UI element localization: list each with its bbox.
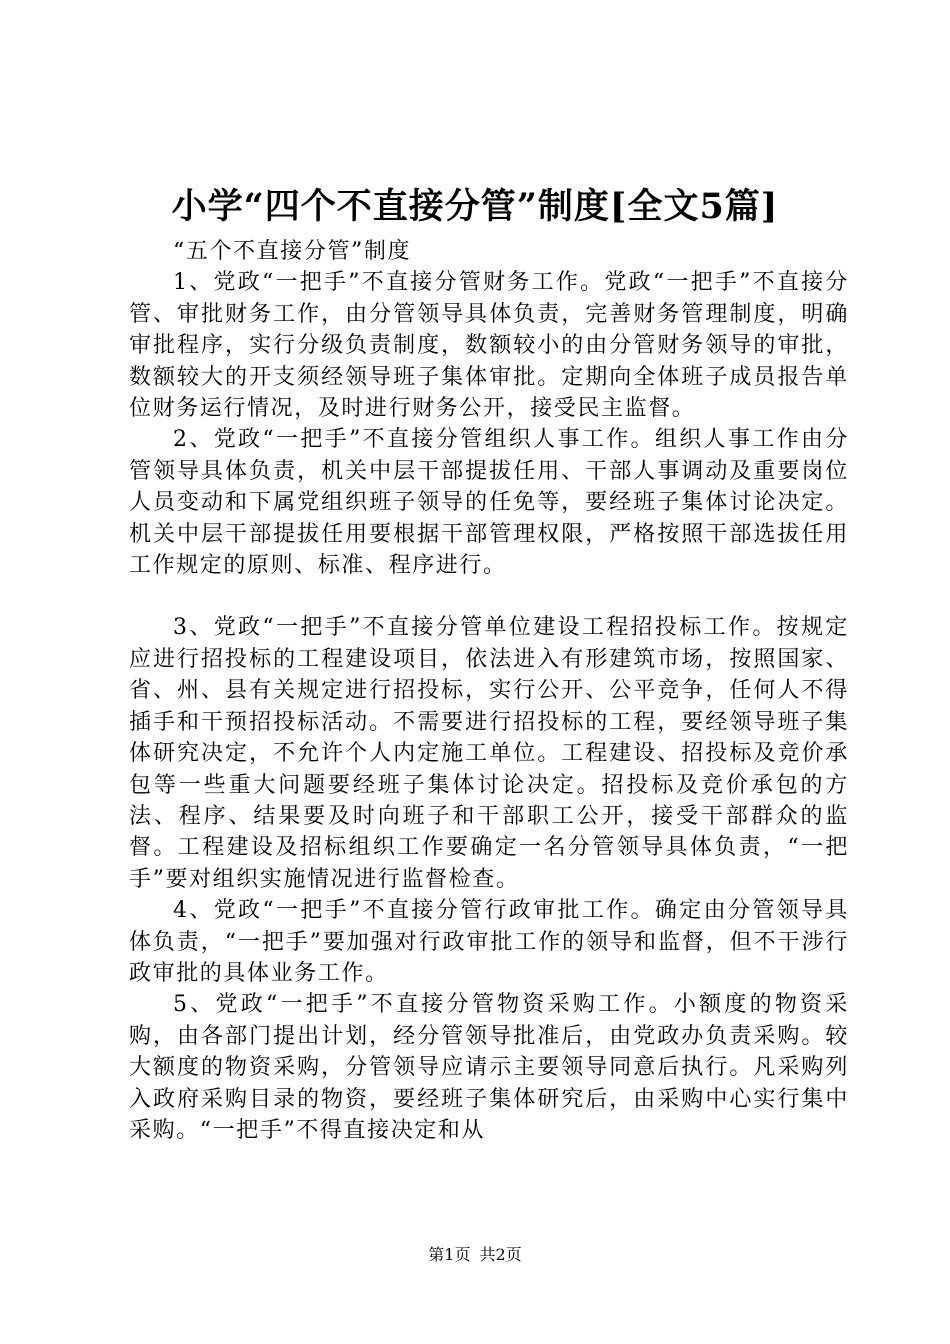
paragraph-2: 2、党政“一把手”不直接分管组织人事工作。组织人事工作由分管领导具体负责，机关中层干部提拔任用、干部人事调动及重要岗位人员变动和下属党组织班子领导的任免等，要经班子集体讨论决定。机关中层干部提拔任用要根据干部管理权限，严格按照干部选拔任用工作规定的原则、标准、程序进行。 (129, 427, 849, 579)
page-number: 第1页 (428, 1245, 471, 1264)
document-body (129, 236, 849, 1146)
paragraph-3: 3、党政“一把手”不直接分管单位建设工程招投标工作。按规定应进行招投标的工程建设项目，依法进入有形建筑市场，按照国家、省、州、县有关规定进行招投标，实行公开、公平竞争，任何人不得插手和干预招投标活动。不需要进行招投标的工程，要经领导班子集体研究决定，不允许个人内定施工单位。工程建设、招投标及竞价承包等一些重大问题要经班子集体讨论决定。招投标及竞价承包的方法、程序、结果要及时向班子和干部职工公开，接受干部群众的监督。工程建设及招标组织工作要确定一名分管领导具体负责，“一把手”要对组织实施情况进行监督检查。 (129, 615, 849, 892)
document-title: 小学“四个不直接分管”制度[全文5篇] (171, 186, 779, 227)
paragraph-1: 1、党政“一把手”不直接分管财务工作。党政“一把手”不直接分管、审批财务工作，由分管领导具体负责，完善财务管理制度，明确审批程序，实行分级负责制度，数额较小的由分管财务领导的审批，数额较大的开支须经领导班子集体审批。定期向全体班子成员报告单位财务运行情况，及时进行财务公开，接受民主监督。 (129, 270, 849, 422)
subtitle: “五个不直接分管”制度 (173, 239, 412, 264)
paragraph-4: 4、党政“一把手”不直接分管行政审批工作。确定由分管领导具体负责，“一把手”要加强对行政审批工作的领导和监督，但不干涉行政审批的具体业务工作。 (129, 898, 849, 986)
page-footer (0, 1245, 950, 1265)
paragraph-5: 5、党政“一把手”不直接分管物资采购工作。小额度的物资采购，由各部门提出计划，经分管领导批准后，由党政办负责采购。较大额度的物资采购，分管领导应请示主要领导同意后执行。凡采购列入政府采购目录的物资，要经班子集体研究后，由采购中心实行集中采购。“一把手”不得直接决定和从 (129, 992, 849, 1143)
page-total: 共2页 (479, 1245, 522, 1264)
